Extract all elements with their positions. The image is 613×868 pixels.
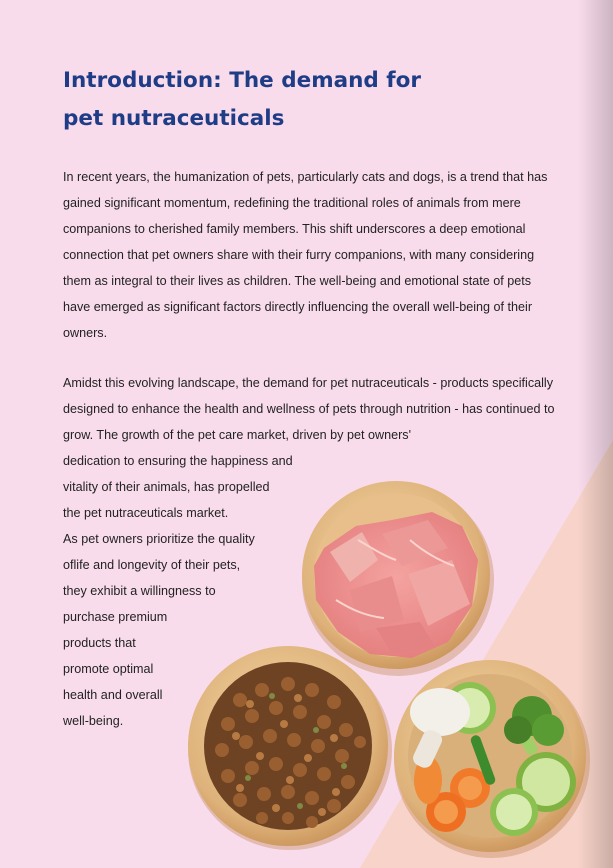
market-paragraph [63,370,555,734]
text-line: As pet owners prioritize the quality [63,532,255,546]
text-line: companions to cherished family members. This shift underscores a deep emotional [63,222,526,236]
text-line: oflife and longevity of their pets, [63,558,241,572]
text-line: Amidst this evolving landscape, the demand for pet nutraceuticals - products specifically [63,376,554,390]
text-line: promote optimal [63,662,154,676]
text-line: have emerged as significant factors directly influencing the overall well-being of their [63,300,533,314]
text-line: products that [63,636,136,650]
text-line: dedication to ensuring the happiness and [63,454,293,468]
title-line: pet nutraceuticals [63,106,285,131]
text-line: owners. [63,326,108,340]
text-line: In recent years, the humanization of pets, particularly cats and dogs, is a trend that has [63,170,548,184]
text-line: purchase premium [63,610,168,624]
text-line: connection that pet owners share with their furry companions, with many considering [63,248,535,262]
text-line: them as integral to their lives as children. The well-being and emotional state of pets [63,274,532,288]
text-line: they exhibit a willingness to [63,584,216,598]
title-line: Introduction: The demand for [63,68,422,93]
text-line: designed to enhance the health and wellness of pets through nutrition - has continued to [63,402,555,416]
text-line: gained significant momentum, redefining the traditional roles of animals from mere [63,196,521,210]
text-line: well-being. [63,714,124,728]
text-line: vitality of their animals, has propelled [63,480,270,494]
text-line: health and overall [63,688,163,702]
text-line: grow. The growth of the pet care market, driven by pet owners' [63,428,411,442]
text-line: the pet nutraceuticals market. [63,506,229,520]
